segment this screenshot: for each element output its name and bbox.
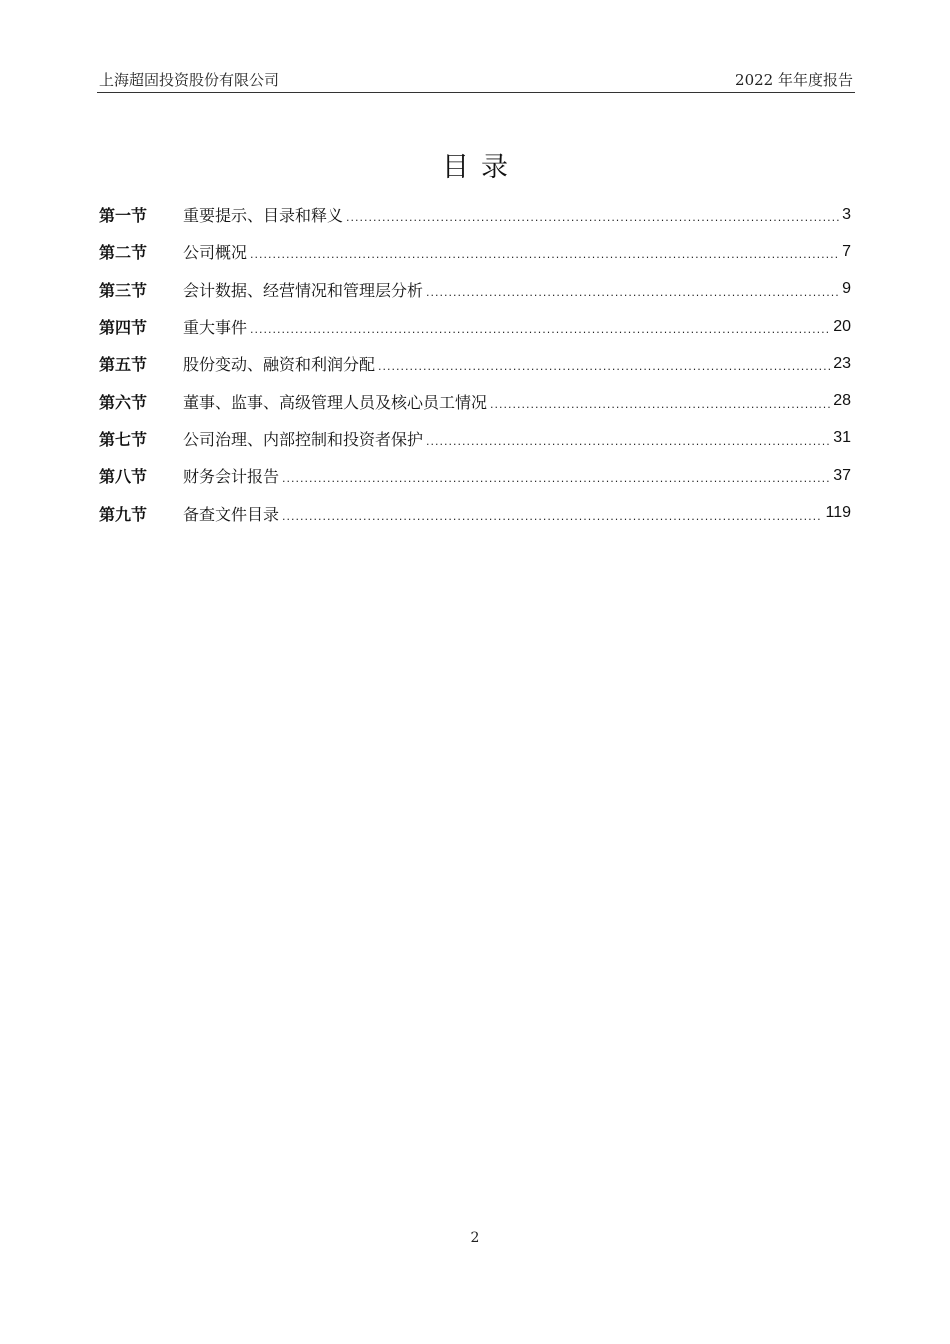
toc-dot-leader: [250, 323, 830, 336]
table-of-contents: [99, 196, 851, 532]
toc-entry[interactable]: [99, 345, 851, 382]
toc-section-number: 第五节: [99, 355, 148, 375]
toc-section-number: 第八节: [99, 467, 148, 487]
toc-section-title: 备查文件目录: [183, 504, 280, 524]
toc-section-title: 会计数据、经营情况和管理层分析: [183, 280, 424, 300]
page-header: [97, 68, 855, 93]
toc-page-number: 31: [833, 429, 851, 447]
toc-section-number: 第四节: [99, 318, 148, 338]
toc-dot-leader: [378, 360, 830, 373]
toc-entry[interactable]: [99, 196, 851, 233]
toc-entry[interactable]: [99, 271, 851, 308]
toc-entry[interactable]: [99, 233, 851, 270]
toc-entry[interactable]: [99, 308, 851, 345]
toc-dot-leader: [490, 398, 830, 411]
toc-page-number: 23: [833, 354, 851, 372]
toc-section-number: 第一节: [99, 206, 148, 226]
toc-section-number: 第三节: [99, 280, 148, 300]
toc-section-title: 公司概况: [183, 243, 248, 263]
toc-entry[interactable]: [99, 494, 851, 531]
toc-dot-leader: [282, 510, 822, 523]
toc-dot-leader: [426, 286, 839, 299]
toc-section-title: 公司治理、内部控制和投资者保护: [183, 429, 424, 449]
toc-dot-leader: [282, 472, 830, 485]
toc-section-title: 重要提示、目录和释义: [183, 206, 344, 226]
toc-page-number: 119: [825, 504, 851, 522]
toc-page-number: 20: [833, 317, 851, 335]
toc-section-title: 董事、监事、高级管理人员及核心员工情况: [183, 392, 488, 412]
toc-section-title: 重大事件: [183, 318, 248, 338]
toc-entry[interactable]: [99, 420, 851, 457]
toc-section-number: 第六节: [99, 392, 148, 412]
toc-heading: 目录: [442, 152, 520, 183]
toc-dot-leader: [426, 435, 830, 448]
toc-page-number: 3: [842, 205, 851, 223]
toc-entry[interactable]: [99, 457, 851, 494]
toc-section-number: 第七节: [99, 429, 148, 449]
toc-page-number: 37: [833, 466, 851, 484]
toc-entry[interactable]: [99, 382, 851, 419]
toc-dot-leader: [346, 211, 839, 224]
toc-section-title: 股份变动、融资和利润分配: [183, 355, 376, 375]
report-title: 2022 年年度报告: [735, 71, 853, 89]
toc-page-number: 28: [833, 392, 851, 410]
toc-page-number: 7: [842, 242, 851, 260]
toc-section-title: 财务会计报告: [183, 467, 280, 487]
toc-page-number: 9: [842, 280, 851, 298]
toc-dot-leader: [250, 248, 839, 261]
page-number: 2: [470, 1230, 480, 1246]
toc-section-number: 第二节: [99, 243, 148, 263]
toc-section-number: 第九节: [99, 504, 148, 524]
company-name: 上海超固投资股份有限公司: [99, 71, 280, 89]
